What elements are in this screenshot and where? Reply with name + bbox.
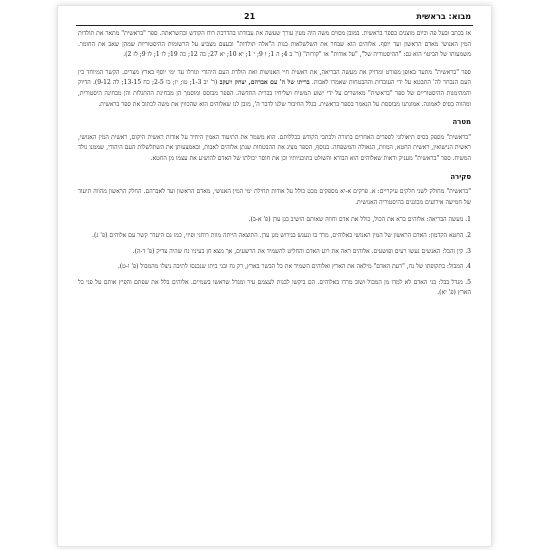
purpose-paragraph: "בראשית" מספק בסיס תיאולוגי לספרים האחרים בתורה ולכתבי הקודש בכללותם. הוא משמר את התיעוד האמין היחיד על אודות ראשית היקום, ראשית המין האנושי, ראשית הנישואין, ראשית החטא, המוות, הגאולה והמשפחה. בנוסף, הספר מציג את ההבטחות שנתן אלוהים לאבות, ובאמצעותן את השתלשלות העם היהודי, שממנו נולד המשיח. ספר "בראשית" מעניק ודאות שאלוהים הוא הבורא והשולט בתוכניותיו וכן את חוסר יכולתו של האדם להושיע את עצמו מן החטא. [78,133,471,162]
document-page [58,6,491,546]
running-title: מבוא: בראשית [416,12,471,21]
intro-p2-start: ספר "בראשית" מתעד באופן מפורט ומדויק את מעשה הבריאה, את ראשית חיי האנושות ואת הולדת העם היהודי וגורלו עד ימי יוסף בארץ מצרים. הקשר המיוחד בין העם הנבחר לה' התבטא על ידי העובדות וההבטחות שאמרו לאבות. [78,68,471,87]
section-heading-overview: סקירה [450,172,471,181]
intro-paragraph-2 [78,68,471,110]
overview-list-item: 4. המבול: בתקופתו של נח, "רעת האדם" מילאה את הארץ ואלוהים השמיד את כל הבשר בארץ, רק נח ובני ביתו שנכנסו לתיבה ניצלו מהמבול (פ' ו-ט). [117,263,471,271]
intro-p2-bold: בריתו של ה' עם אברהם, יצחק ויעקב [219,79,310,87]
overview-list-item: 2. החטא הקדמון: האדם הראשון של המין האנושי באלוהים, מרד בו ונענש בגירוש מגן עדן. התוצאה הייתה מוות רוחני ופיזי, כמו גם היעדר קשר עם אלוהים (פ' ג). [92,231,471,239]
intro-paragraph-1: אז בכתב ובעל פה וכיום מוצגים בספר בראשית. במובן מסוים משה היה מעין עורך שעשה את עבודתו בהדרכת רוח הקודש ובהשראתה. ספר "בראשית" מתאר את תולדות המין האנושי מאדם הראשון ועד יוסף. אלוהים הוא שבחר את השלשלאות בנות ה"אלה תולדות" ובעצם מצביע על הרשומות ההיסטוריות שמהן שאב את החומר. משמעותו של הביטוי הוא גם: "ההיסטוריה של", "על אודות" או "קורות" (ר' ב 4; ה 1; ו 9; י 1; יא 10; יא 27; כה 12; כה 19; לו 1; לו 9; לז 2). [78,30,471,59]
page-body [78,29,471,542]
page-number: 21 [244,12,256,21]
overview-list-item: 5. מגדל בבל: בני האדם לא למדו מן המבול ושוב מרדו באלוהים. הם ביקשו לבנות לעצמם עיר ומגדל שראשו בשמיים. אלוהים בלל את שפתם והפיץ אותם על פני כל הארץ (פ' יא). [78,278,472,297]
overview-list [78,215,471,299]
overview-intro: "בראשית" מחולק לשני חלקים עיקריים: א. פרקים א-יא מספקים מבט כולל על אודות תחילת ימי המין האנושי, מאדם הראשון ועד לאברהם. החלק הראשון מהווה תיעוד של חמישה אירועים מכוננים בהיסטוריה האנושית. [78,188,471,206]
overview-list-item: 3. קין והבל: האנשים נעשו רעים ופושעים. אלוהים ראה את רוע האדם והחליט להשמיד את הרשעים, אך מצא חן בעיניו נח שהיה צדיק (פ' ד-ה). [132,247,471,255]
page-header [76,11,473,26]
section-heading-purpose: מטרה [452,118,471,127]
overview-list-item: 1. מעשה הבריאה: אלוהים ברא את הכול, כולל את אדם וחווה שאותם הושיב בגן עדן (פ' א-ב). [248,216,471,224]
intro-p2-end: (ר' יב 1-3; טו; יז; כו 2-5; כח 13-15; לה 9-12). הדיוק והמהימנות ההיסטוריים של ספר "בראשית" מאושרים על ידי ישוע המשיח ושליחיו בברית החדשה. הספר מבוסס ומוסמך הן מבחינת ההתגלות והן מבחינה היסטורית, ומהווה בסיס לאמונה. אמונתנו מבוססת על הנאמר בספר בראשית. בגלל החיבור שלנו לדבר ה', מובן לנו שאלוהים הוא שהכווין את משה לכתוב את ספר בראשית. [78,79,471,108]
